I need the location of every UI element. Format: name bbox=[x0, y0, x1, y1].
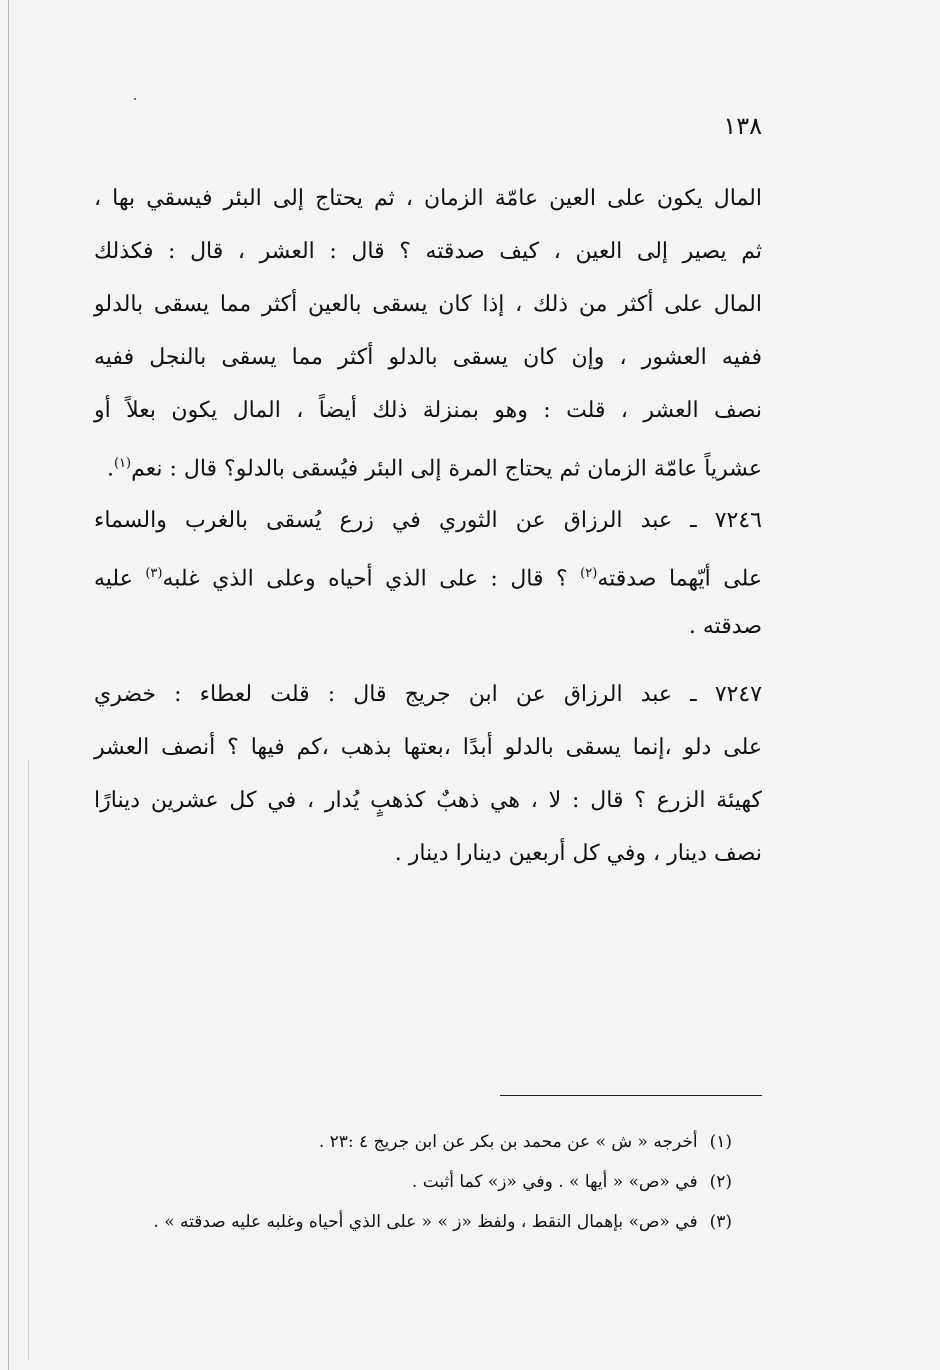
text-line: ثم يصير إلى العين ، كيف صدقته ؟ قال : العشر ، قال : فكذلك bbox=[94, 239, 762, 264]
scan-margin-line bbox=[28, 760, 29, 1360]
footnote-text: في «ص» « أيها » . وفي «ز» كما أثبت . bbox=[411, 1172, 698, 1192]
text-line bbox=[94, 437, 762, 490]
footnote-number: (٣) bbox=[709, 1212, 732, 1232]
text-line: نصف العشر ، قلت : وهو بمنزلة ذلك أيضاً ، المال يكون بعلاً أو bbox=[94, 398, 762, 423]
footnote-number: (٢) bbox=[709, 1172, 732, 1192]
footnote-2 bbox=[112, 1162, 732, 1202]
text-line: على دلو ،إنما يسقى بالدلو أبدًا ،بعتها بذهب ،كم فيها ؟ أنصف العشر bbox=[94, 735, 762, 760]
text-line: ٧٢٤٦ ـ عبد الرزاق عن الثوري في زرع يُسقى بالغرب والسماء bbox=[94, 508, 762, 533]
paragraph-continuation bbox=[94, 172, 762, 490]
page-number: ١٣٨ bbox=[723, 112, 762, 140]
text-line: المال يكون على العين عامّة الزمان ، ثم يحتاج إلى البئر فيسقي بها ، bbox=[94, 186, 762, 211]
footnote-1 bbox=[112, 1122, 732, 1162]
footnote-text: أخرجه « ش » عن محمد بن بكر عن ابن جريج ٤ :٢٣ . bbox=[318, 1132, 698, 1152]
footnote-number: (١) bbox=[709, 1132, 732, 1152]
text-line: كهيئة الزرع ؟ قال : لا ، هي ذهبٌ كذهبٍ يُدار ، في كل عشرين دينارًا bbox=[94, 788, 762, 813]
text-line: نصف دينار ، وفي كل أربعين دينارا دينار . bbox=[394, 841, 762, 866]
text-run: على أيّهما صدقته bbox=[597, 566, 762, 592]
hadith-7246 bbox=[94, 494, 762, 653]
text-run: عليه bbox=[94, 566, 146, 592]
footnote-separator bbox=[500, 1095, 762, 1096]
footnotes bbox=[112, 1122, 732, 1242]
footnote-ref: (١) bbox=[113, 456, 132, 471]
text-run: . bbox=[106, 456, 114, 482]
text-line: ففيه العشور ، وإن كان يسقى بالدلو أكثر مما يسقى بالنجل ففيه bbox=[94, 345, 762, 370]
text-line bbox=[94, 547, 762, 600]
text-line: صدقته . bbox=[688, 614, 762, 639]
footnote-ref: (٣) bbox=[145, 566, 163, 581]
scan-speck bbox=[134, 98, 136, 100]
footnote-ref: (٢) bbox=[580, 566, 598, 581]
text-run: عشرياً عامّة الزمان ثم يحتاج المرة إلى البئر فيُسقى بالدلو؟ قال : نعم bbox=[131, 456, 762, 482]
text-line: ٧٢٤٧ ـ عبد الرزاق عن ابن جريج قال : قلت لعطاء : خضري bbox=[94, 682, 762, 707]
footnote-text: في «ص» بإهمال النقط ، ولفظ «ز » « على الذي أحياه وغلبه عليه صدقته » . bbox=[153, 1212, 698, 1232]
scan-margin-line bbox=[8, 0, 9, 1370]
text-run: ؟ قال : على الذي أحياه وعلى الذي غلبه bbox=[162, 566, 581, 592]
hadith-7247 bbox=[94, 668, 762, 880]
text-line: المال على أكثر من ذلك ، إذا كان يسقى بالعين أكثر مما يسقى بالدلو bbox=[94, 292, 762, 317]
footnote-3 bbox=[112, 1202, 732, 1242]
